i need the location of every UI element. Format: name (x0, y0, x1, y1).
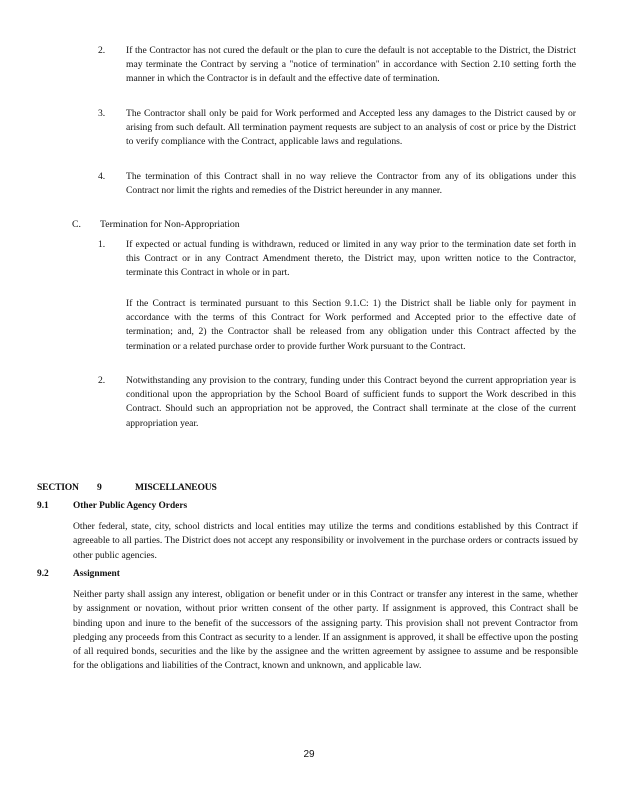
section-heading (37, 482, 217, 493)
section-c-title: Termination for Non-Appropriation (100, 219, 240, 230)
subsection-number: 9.2 (37, 569, 49, 579)
section-number: 9 (97, 482, 102, 493)
subsection-text: Other federal, state, city, school districts and local entities may utilize the terms and conditions established by this Contract if agreeable to all parties. The District does not accept any responsibility or involvement in the purchase orders or contracts issued by other public agencies. (73, 521, 578, 561)
item-continuation: If the Contract is terminated pursuant to this Section 9.1.C: 1) the District shall be liable only for payment in accordance with the terms of this Contract for Work performed and Accepted prior to the effective date of termination; and, 2) the Contractor shall be released from any obligation under this Contract affected by the termination or a related purchase order to provide further Work pursuant to the Contract. (126, 298, 576, 352)
item-number: 2. (98, 45, 106, 56)
section-c-heading (72, 218, 240, 232)
subsection-title: Assignment (73, 569, 120, 579)
item-text: The termination of this Contract shall in no way relieve the Contractor from any of its obligations under this Contract nor limit the rights and remedies of the District hereunder in any manner. (126, 171, 576, 197)
item-number: 3. (98, 108, 106, 119)
subsection-heading (37, 569, 120, 579)
page-number: 29 (303, 749, 315, 760)
subsection-title: Other Public Agency Orders (73, 501, 188, 511)
item-text: If the Contractor has not cured the default or the plan to cure the default is not acceptable to the District, the District may terminate the Contract by serving a "notice of termination" in accordance with Section 2.10 setting forth the manner in which the Contractor is in default and the effective date of termination. (126, 45, 576, 85)
item-number: 4. (98, 171, 106, 182)
item-text: The Contractor shall only be paid for Work performed and Accepted less any damages to the District caused by or arising from such default. All termination payment requests are subject to an analysis of cost or price by the District to verify compliance with the Contract, applicable laws and regulations. (126, 108, 576, 148)
item-text: Notwithstanding any provision to the contrary, funding under this Contract beyond the current appropriation year is conditional upon the appropriation by the School Board of sufficient funds to support the Work described in this Contract. Should such an appropriation not be approved, the Contract shall terminate at the close of the current appropriation year. (126, 375, 576, 429)
section-label: SECTION (37, 482, 79, 493)
item-text: If expected or actual funding is withdrawn, reduced or limited in any way prior to the termination date set forth in this Contract or in any Contract Amendment thereto, the District may, upon written notice to the Contractor, terminate this Contract in whole or in part. (126, 239, 576, 279)
section-c-letter: C. (72, 219, 81, 230)
item-number: 1. (98, 239, 106, 250)
subsection-text: Neither party shall assign any interest, obligation or benefit under or in this Contract or transfer any interest in the same, whether by assignment or novation, without prior written consent of the other party. If assignment is approved, this Contract shall be binding upon and inure to the benefit of the successors of the assigning party. This provision shall not prevent Contractor from pledging any proceeds from this Contract as security to a lender. If an assignment is approved, it shall be effective upon the posting of all required bonds, securities and the like by the assignee and the written agreement by assignee to assume and be responsible for the obligations and liabilities of the Contract, known and unknown, and applicable law. (73, 589, 578, 672)
item-number: 2. (98, 375, 106, 386)
section-title: MISCELLANEOUS (135, 482, 217, 493)
subsection-heading (37, 501, 188, 511)
subsection-number: 9.1 (37, 501, 49, 511)
